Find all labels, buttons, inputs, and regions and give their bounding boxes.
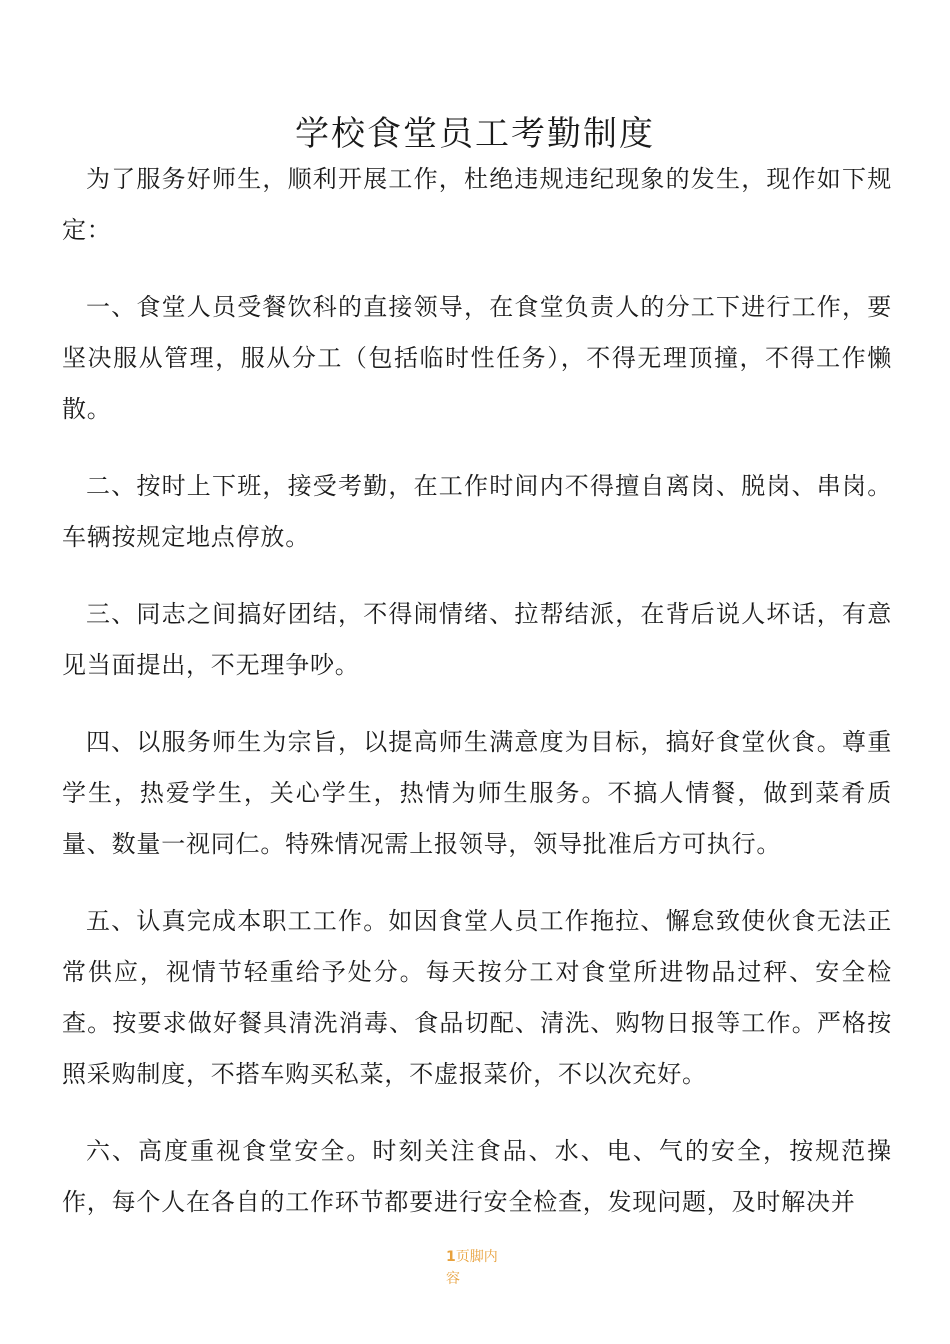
footer-text: 页脚内容 <box>446 1249 498 1287</box>
rule-paragraph-3: 三、同志之间搞好团结，不得闹情绪、拉帮结派，在背后说人坏话，有意见当面提出，不无理争吵。 <box>62 600 892 679</box>
rule-paragraph-5: 五、认真完成本职工工作。如因食堂人员工作拖拉、懈怠致使伙食无法正常供应，视情节轻重给予处分。每天按分工对食堂所进物品过秤、安全检查。按要求做好餐具清洗消毒、食品切配、清洗、购物日报等工作。严格按照采购制度，不搭车购买私菜，不虚报菜价，不以次充好。 <box>62 907 892 1088</box>
rule-paragraph-6: 六、高度重视食堂安全。时刻关注食品、水、电、气的安全，按规范操作，每个人在各自的工作环节都要进行安全检查，发现问题，及时解决并 <box>62 1137 892 1216</box>
intro-paragraph: 为了服务好师生，顺利开展工作，杜绝违规违纪现象的发生，现作如下规定： <box>62 165 892 244</box>
footer-page-number: 1 <box>446 1249 456 1265</box>
document-body <box>62 154 892 1254</box>
rule-paragraph-2: 二、按时上下班，接受考勤，在工作时间内不得擅自离岗、脱岗、串岗。车辆按规定地点停放。 <box>62 472 892 551</box>
document-title: 学校食堂员工考勤制度 <box>295 113 655 154</box>
rule-paragraph-4: 四、以服务师生为宗旨，以提高师生满意度为目标，搞好食堂伙食。尊重学生，热爱学生，关心学生，热情为师生服务。不搞人情餐，做到菜肴质量、数量一视同仁。特殊情况需上报领导，领导批准后方可执行。 <box>62 728 892 858</box>
rule-paragraph-1: 一、食堂人员受餐饮科的直接领导，在食堂负责人的分工下进行工作，要坚决服从管理，服从分工（包括临时性任务），不得无理顶撞，不得工作懒散。 <box>62 293 892 423</box>
page-footer <box>446 1246 510 1290</box>
